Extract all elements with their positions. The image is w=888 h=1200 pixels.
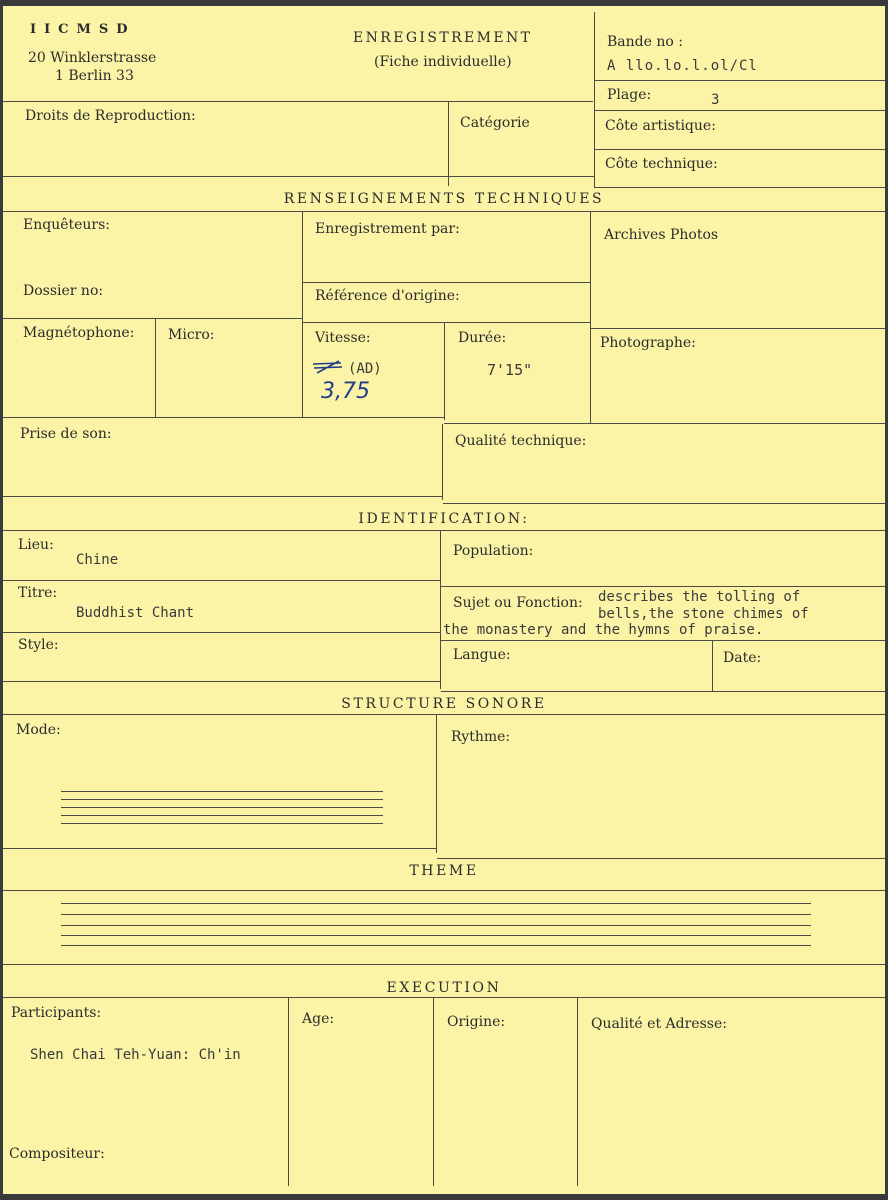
rule <box>3 964 885 965</box>
mode-label: Mode: <box>16 722 61 738</box>
cote-technique-label: Côte technique: <box>605 156 718 172</box>
section-heading-theme: THEME <box>409 863 479 879</box>
vitesse-label: Vitesse: <box>315 330 371 346</box>
rule <box>595 149 885 150</box>
origine-label: Origine: <box>447 1014 506 1030</box>
rule <box>61 807 383 808</box>
rule <box>444 323 445 420</box>
rule <box>3 101 593 102</box>
plage-label: Plage: <box>607 87 652 103</box>
enqueteurs-label: Enquêteurs: <box>23 217 111 233</box>
rule <box>3 496 443 497</box>
magnetophone-label: Magnétophone: <box>23 325 135 341</box>
rule <box>441 691 885 692</box>
style-label: Style: <box>18 637 59 653</box>
qualite-technique-label: Qualité technique: <box>455 433 587 449</box>
rule <box>303 282 590 283</box>
sujet-label: Sujet ou Fonction: <box>453 595 583 611</box>
archives-photos-label: Archives Photos <box>604 227 719 243</box>
rule <box>443 503 885 504</box>
rule <box>441 640 885 641</box>
participants-value: Shen Chai Teh-Yuan: Ch'in <box>30 1047 241 1063</box>
sujet-line-3: the monastery and the hymns of praise. <box>443 622 764 638</box>
rule <box>444 423 885 424</box>
population-label: Population: <box>453 543 534 559</box>
date-label: Date: <box>723 650 762 666</box>
bande-value: A llo.lo.l.ol/Cl <box>607 58 758 74</box>
rule <box>3 176 595 177</box>
rule <box>3 890 885 891</box>
rule <box>61 903 811 904</box>
section-heading-structure: STRUCTURE SONORE <box>341 696 547 712</box>
rule <box>442 424 443 500</box>
titre-label: Titre: <box>18 585 58 601</box>
rule <box>3 848 437 849</box>
reference-label: Référence d'origine: <box>315 288 460 304</box>
prise-de-son-label: Prise de son: <box>20 426 112 442</box>
rule <box>595 110 885 111</box>
sujet-line-2: bells,the stone chimes of <box>598 606 809 622</box>
plage-value: 3 <box>711 92 720 108</box>
crossed-out-speed-mark <box>311 358 345 376</box>
rule <box>61 815 383 816</box>
rule <box>61 799 383 800</box>
rythme-label: Rythme: <box>451 729 511 745</box>
institute-logo: IICMSD <box>30 22 136 37</box>
duree-label: Durée: <box>458 330 507 346</box>
rule <box>577 998 578 1186</box>
form-subtitle: (Fiche individuelle) <box>374 54 512 70</box>
rule <box>288 998 289 1186</box>
rule <box>61 945 811 946</box>
compositeur-label: Compositeur: <box>9 1146 105 1162</box>
rule <box>61 823 383 824</box>
lieu-value: Chine <box>76 552 119 568</box>
rule <box>3 714 885 715</box>
rule <box>61 791 383 792</box>
rule <box>3 530 885 531</box>
rule <box>61 925 811 926</box>
rule <box>61 914 811 915</box>
cote-artistique-label: Côte artistique: <box>605 118 716 134</box>
address-line-1: 20 Winklerstrasse <box>28 50 157 66</box>
enregistrement-par-label: Enregistrement par: <box>315 221 460 237</box>
rule <box>3 417 444 418</box>
rule <box>3 997 885 998</box>
rule <box>3 632 440 633</box>
rule <box>590 212 591 424</box>
rule <box>436 715 437 853</box>
qualite-adresse-label: Qualité et Adresse: <box>591 1016 727 1032</box>
dossier-label: Dossier no: <box>23 283 104 299</box>
form-title: ENREGISTREMENT <box>353 30 533 46</box>
vitesse-typed: (AD) <box>348 361 382 377</box>
langue-label: Langue: <box>453 647 511 663</box>
droits-label: Droits de Reproduction: <box>25 108 196 124</box>
section-heading-technical: RENSEIGNEMENTS TECHNIQUES <box>283 191 605 207</box>
section-heading-execution: EXECUTION <box>386 980 502 996</box>
index-card <box>3 6 885 1194</box>
bande-label: Bande no : <box>607 34 683 50</box>
rule <box>712 641 713 691</box>
duree-value: 7'15" <box>487 361 533 379</box>
rule <box>440 531 441 689</box>
rule <box>3 681 441 682</box>
titre-value: Buddhist Chant <box>76 605 195 621</box>
micro-label: Micro: <box>168 327 215 343</box>
rule <box>433 998 434 1186</box>
photographe-label: Photographe: <box>600 335 696 351</box>
vitesse-handwritten: 3,75 <box>321 379 370 404</box>
categorie-label: Catégorie <box>460 115 530 131</box>
participants-label: Participants: <box>11 1005 102 1021</box>
rule <box>448 102 449 186</box>
rule <box>441 586 885 587</box>
rule <box>3 318 303 319</box>
rule <box>595 187 885 188</box>
sujet-line-1: describes the tolling of <box>598 589 801 605</box>
address-line-2: 1 Berlin 33 <box>55 68 134 84</box>
rule <box>595 80 885 81</box>
rule <box>3 580 440 581</box>
rule <box>155 319 156 417</box>
rule <box>61 935 811 936</box>
rule <box>591 328 885 329</box>
section-heading-identification: IDENTIFICATION: <box>358 511 530 527</box>
rule <box>303 322 590 323</box>
age-label: Age: <box>302 1011 335 1027</box>
rule <box>594 12 595 188</box>
lieu-label: Lieu: <box>18 537 54 553</box>
rule <box>3 211 885 212</box>
rule <box>437 858 885 859</box>
rule <box>302 212 303 417</box>
